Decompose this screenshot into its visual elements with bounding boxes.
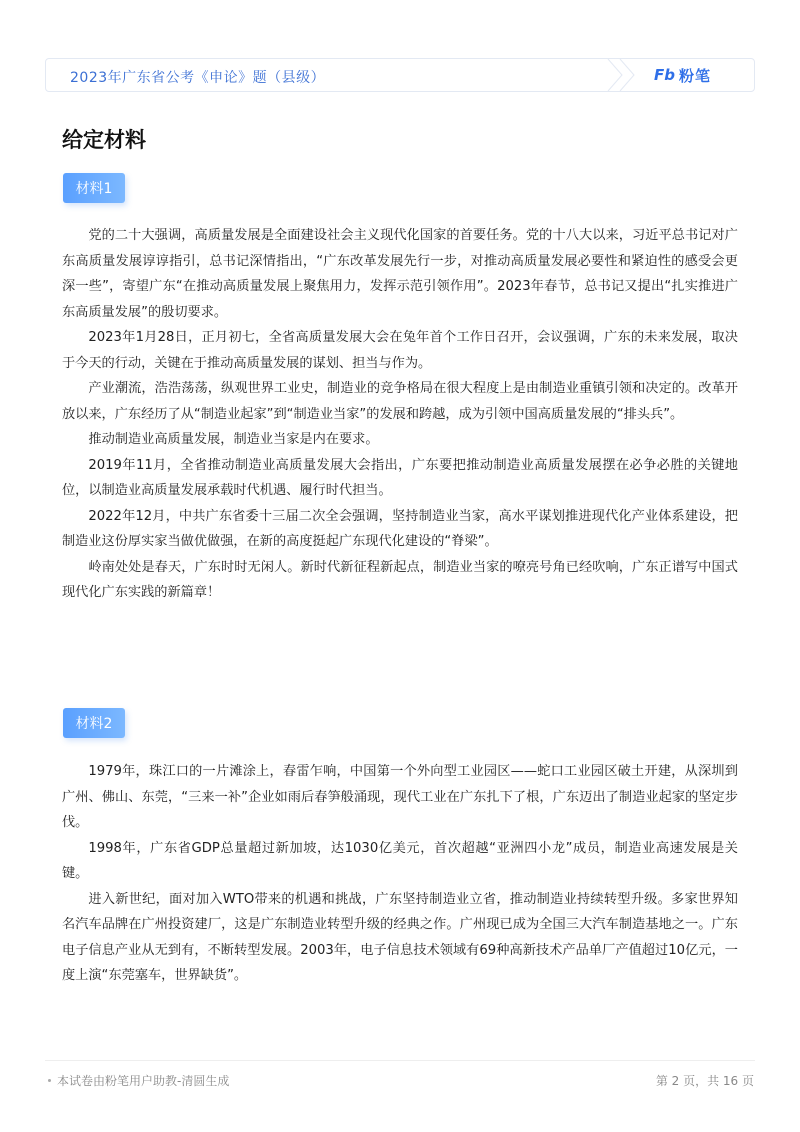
- footer-note: [48, 1072, 229, 1089]
- logo-text: 粉笔: [678, 66, 711, 85]
- document-header: [45, 58, 755, 92]
- logo-mark-icon: Fb: [654, 66, 675, 84]
- paragraph: 党的二十大强调，高质量发展是全面建设社会主义现代化国家的首要任务。党的十八大以来，习近平总书记对广东高质量发展谆谆指引，总书记深情指出，“广东改革发展先行一步，对推动高质量发展必要性和紧迫性的感受会更深一些”，寄望广东“在推动高质量发展上聚焦用力，发挥示范引领作用”。2023年春节，总书记又提出“扎实推进广东高质量发展”的殷切要求。: [62, 228, 738, 320]
- footer-note-text: 本试卷由粉笔用户助教-清圆生成: [57, 1074, 230, 1088]
- material-2-content: [62, 759, 738, 989]
- material-1-content: [62, 223, 738, 606]
- material-1-badge: 材料1: [63, 173, 125, 203]
- paragraph: 岭南处处是春天，广东时时无闲人。新时代新征程新起点，制造业当家的嘹亮号角已经吹响，广东正谱写中国式现代化广东实践的新篇章！: [62, 559, 738, 600]
- paragraph: 1998年，广东省GDP总量超过新加坡，达1030亿美元，首次超越“亚洲四小龙”成员，制造业高速发展是关键。: [62, 840, 738, 881]
- document-title: 2023年广东省公考《申论》题（县级）: [70, 70, 326, 86]
- page-number: 第 2 页，共 16 页: [655, 1074, 754, 1088]
- paragraph: 2023年1月28日，正月初七，全省高质量发展大会在兔年首个工作日召开，会议强调，广东的未来发展，取决于今天的行动，关键在于推动高质量发展的谋划、担当与作为。: [62, 330, 738, 371]
- paragraph: 产业潮流，浩浩荡荡，纵观世界工业史，制造业的竞争格局在很大程度上是由制造业重镇引领和决定的。改革开放以来，广东经历了从“制造业起家”到“制造业当家”的发展和跨越，成为引领中国高质量发展的“排头兵”。: [62, 381, 738, 422]
- section-title: 给定材料: [62, 128, 146, 152]
- material-2-badge: 材料2: [63, 708, 125, 738]
- bullet-icon: [48, 1079, 51, 1082]
- footer-divider: [45, 1060, 755, 1061]
- fenbi-logo: [654, 65, 711, 85]
- paragraph: 2022年12月，中共广东省委十三届二次全会强调，坚持制造业当家，高水平谋划推进现代化产业体系建设，把制造业这份厚实家当做优做强，在新的高度挺起广东现代化建设的“脊梁”。: [62, 508, 738, 549]
- paragraph: 进入新世纪，面对加入WTO带来的机遇和挑战，广东坚持制造业立省，推动制造业持续转型升级。多家世界知名汽车品牌在广州投资建厂，这是广东制造业转型升级的经典之作。广州现已成为全国三大汽车制造基地之一。广东电子信息产业从无到有，不断转型发展。2003年，电子信息技术领域有69种高新技术产品单厂产值超过10亿元，一度上演“东莞塞车，世界缺货”。: [62, 891, 738, 983]
- paragraph: 推动制造业高质量发展，制造业当家是内在要求。: [88, 432, 379, 447]
- paragraph: 2019年11月，全省推动制造业高质量发展大会指出，广东要把推动制造业高质量发展摆在必争必胜的关键地位，以制造业高质量发展承载时代机遇、履行时代担当。: [62, 457, 738, 498]
- paragraph: 1979年，珠江口的一片滩涂上，春雷乍响，中国第一个外向型工业园区——蛇口工业园区破土开建，从深圳到广州、佛山、东莞，“三来一补”企业如雨后春笋般涌现，现代工业在广东扎下了根，广东迈出了制造业起家的坚定步伐。: [62, 764, 738, 830]
